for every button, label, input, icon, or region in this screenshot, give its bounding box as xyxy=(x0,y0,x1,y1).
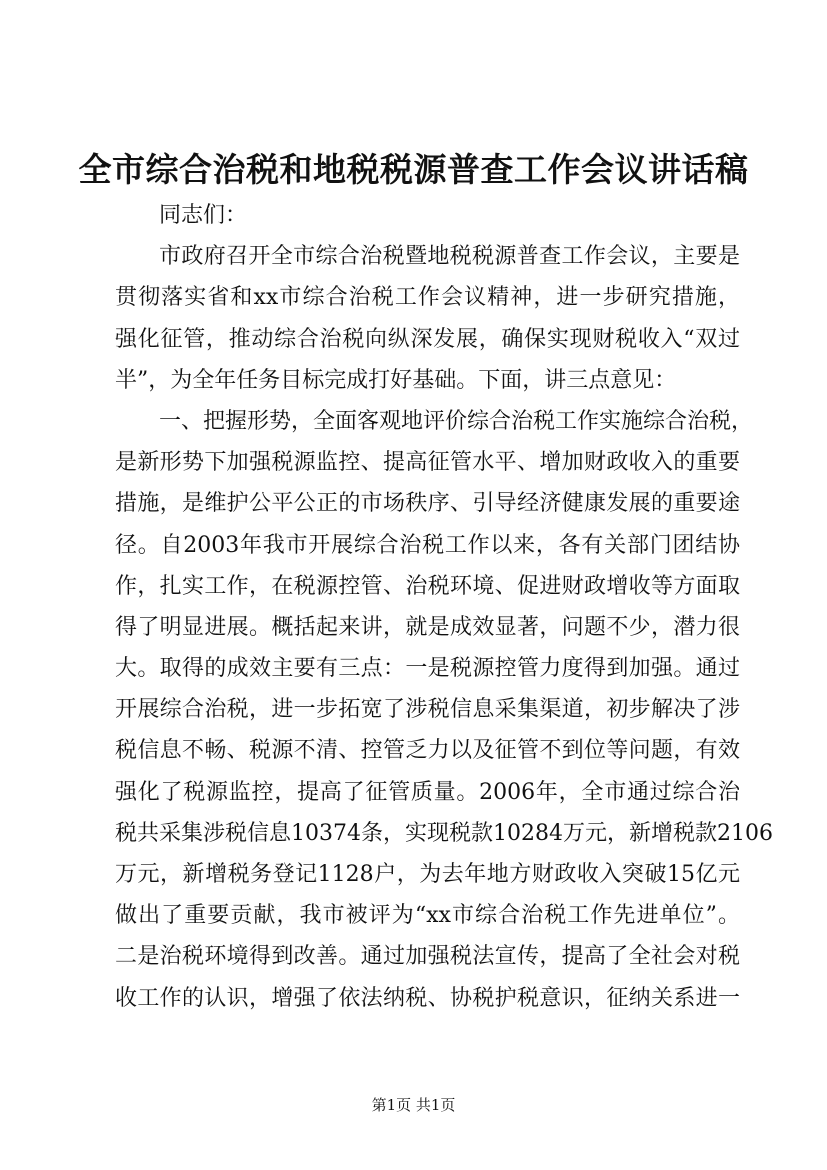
paragraph-line: 大。取得的成效主要有三点：一是税源控管力度得到加强。通过 xyxy=(115,656,740,682)
paragraph-line: 得了明显进展。概括起来讲，就是成效显著，问题不少，潜力很 xyxy=(115,614,740,640)
document-body xyxy=(115,195,773,1019)
document-title: 全市综合治税和地税税源普查工作会议讲话稿 xyxy=(78,150,749,189)
paragraph-line: 径。自2003年我市开展综合治税工作以来，各有关部门团结协 xyxy=(115,532,740,558)
paragraph-line: 收工作的认识，增强了依法纳税、协税护税意识，征纳关系进一 xyxy=(115,985,740,1011)
salutation-line: 同志们： xyxy=(159,203,248,228)
paragraph-line: 措施，是维护公平公正的市场秩序、引导经济健康发展的重要途 xyxy=(115,491,740,517)
paragraph-line: 半”，为全年任务目标完成打好基础。下面，讲三点意见： xyxy=(115,367,677,393)
paragraph-line: 作，扎实工作，在税源控管、治税环境、促进财政增收等方面取 xyxy=(115,573,740,599)
paragraph-line: 税信息不畅、税源不清、控管乏力以及征管不到位等问题，有效 xyxy=(115,738,740,764)
paragraph-line: 开展综合治税，进一步拓宽了涉税信息采集渠道，初步解决了涉 xyxy=(115,697,740,723)
page-number-footer: 第1页 共1页 xyxy=(371,1096,456,1114)
paragraph-line: 是新形势下加强税源监控、提高征管水平、增加财政收入的重要 xyxy=(115,450,740,476)
paragraph-line: 二是治税环境得到改善。通过加强税法宣传，提高了全社会对税 xyxy=(115,944,740,970)
paragraph-line: 做出了重要贡献，我市被评为“xx市综合治税工作先进单位”。 xyxy=(115,903,740,929)
paragraph-line: 市政府召开全市综合治税暨地税税源普查工作会议，主要是 xyxy=(159,244,740,270)
paragraph-line: 强化征管，推动综合治税向纵深发展，确保实现财税收入“双过 xyxy=(115,326,740,352)
paragraph-line: 贯彻落实省和xx市综合治税工作会议精神，进一步研究措施， xyxy=(115,285,740,311)
paragraph-line: 强化了税源监控，提高了征管质量。2006年，全市通过综合治 xyxy=(115,779,740,805)
paragraph-line: 一、把握形势，全面客观地评价综合治税工作实施综合治税， xyxy=(159,408,754,434)
paragraph-line: 税共采集涉税信息10374条，实现税款10284万元，新增税款2106 xyxy=(115,820,773,846)
paragraph-line: 万元，新增税务登记1128户，为去年地方财政收入突破15亿元 xyxy=(115,862,740,887)
